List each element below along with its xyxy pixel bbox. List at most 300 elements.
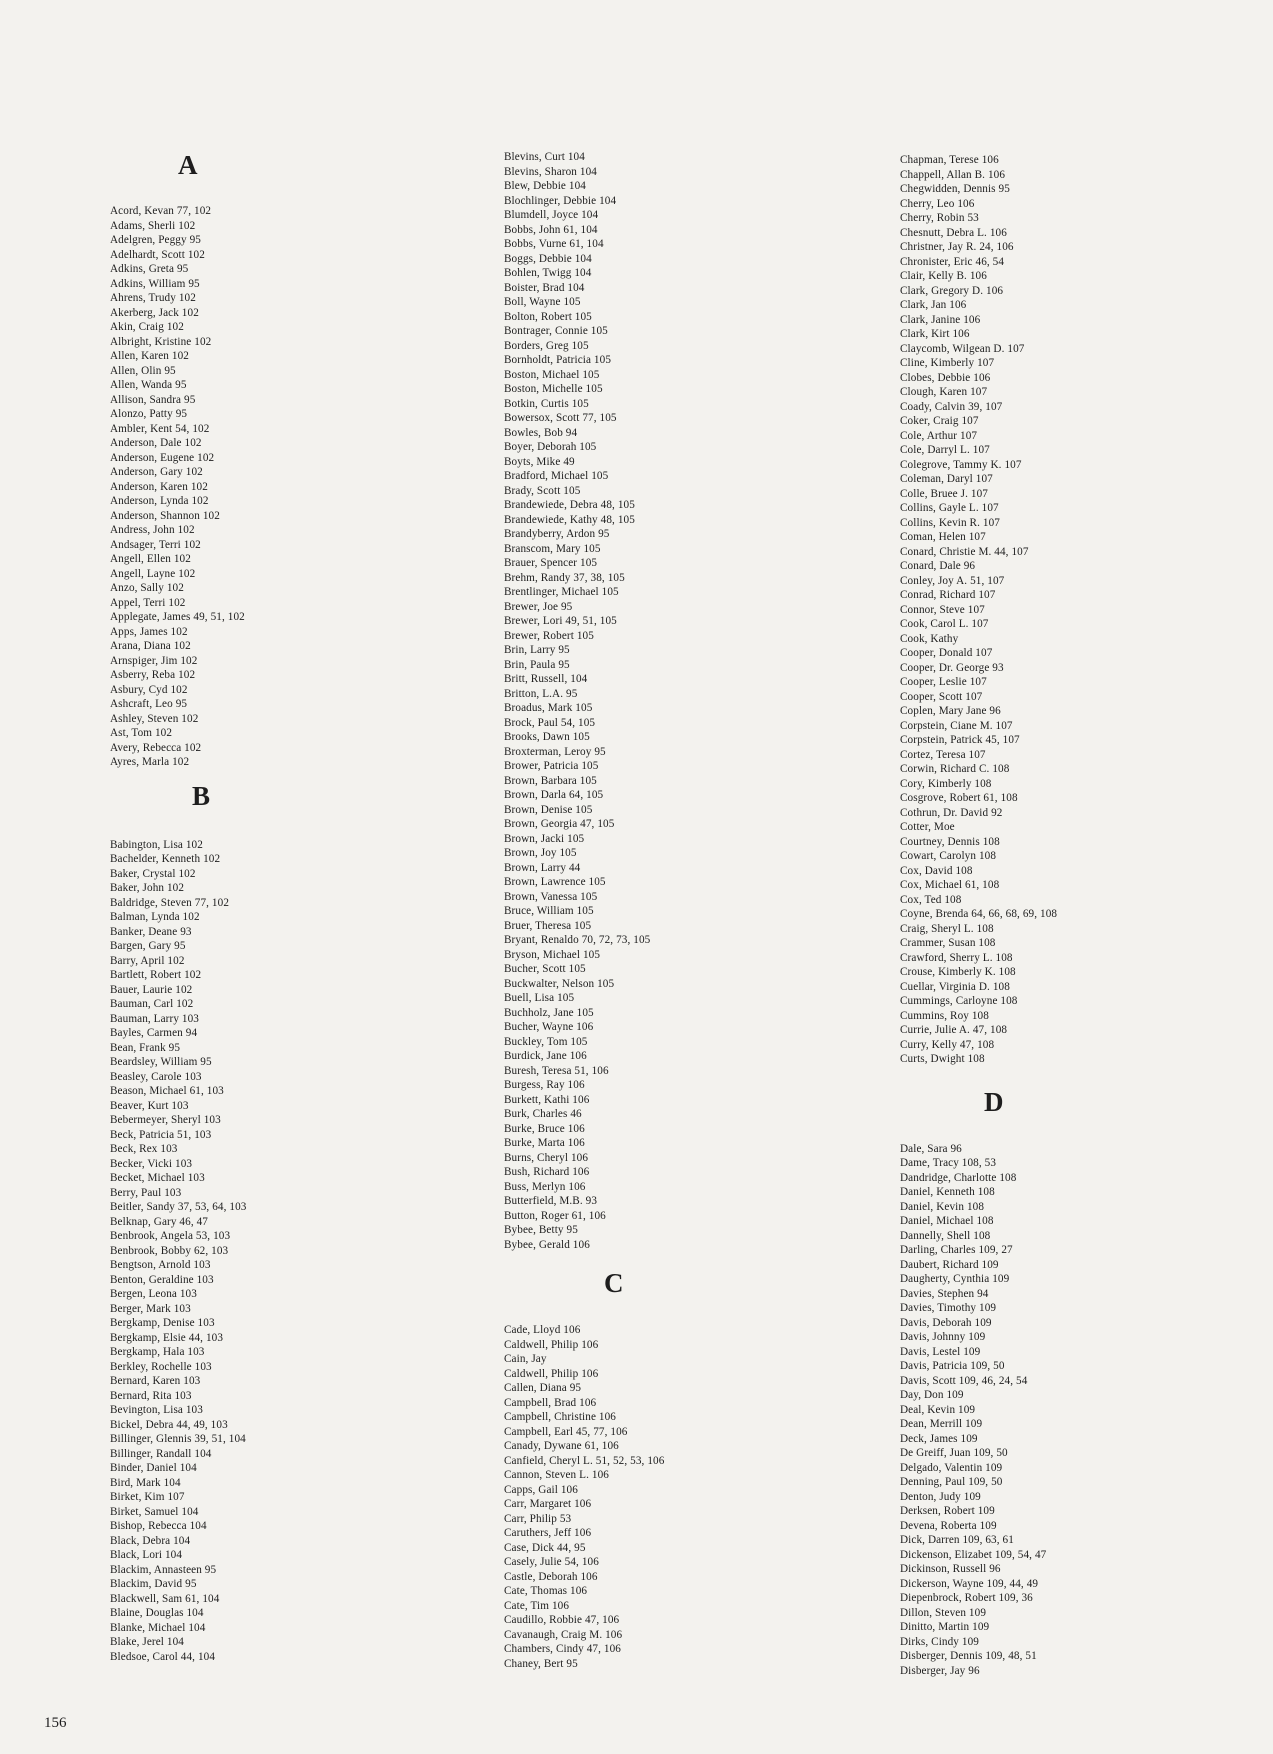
index-entry: Asberry, Reba 102 — [110, 669, 196, 681]
index-entry: Blevins, Curt 104 — [504, 151, 585, 163]
index-entry: Brin, Larry 95 — [504, 644, 570, 656]
index-entry: Corwin, Richard C. 108 — [900, 763, 1010, 775]
index-entry: Apps, James 102 — [110, 625, 188, 638]
index-entry: Blake, Jerel 104 — [110, 1636, 184, 1648]
index-entry: Bargen, Gary 95 — [110, 940, 186, 952]
index-entry: Burk, Charles 46 — [504, 1108, 582, 1120]
index-entry: Cummins, Roy 108 — [900, 1009, 989, 1022]
index-entry: Dickenson, Elizabet 109, 54, 47 — [900, 1548, 1047, 1561]
index-entry: Collins, Gayle L. 107 — [900, 502, 999, 514]
index-entry: Cox, Michael 61, 108 — [900, 879, 1000, 891]
index-entry: Dinitto, Martin 109 — [900, 1621, 990, 1633]
index-entry: Connor, Steve 107 — [900, 603, 985, 616]
index-entry: Caldwell, Philip 106 — [504, 1367, 599, 1380]
index-entry: Cory, Kimberly 108 — [900, 777, 992, 790]
index-entry: Cavanaugh, Craig M. 106 — [504, 1628, 623, 1641]
index-entry: Bevington, Lisa 103 — [110, 1404, 203, 1416]
index-entry: Clark, Janine 106 — [900, 313, 981, 326]
index-entry: Adkins, William 95 — [110, 277, 200, 290]
index-entry: Castle, Deborah 106 — [504, 1570, 598, 1583]
index-entry: Boyts, Mike 49 — [504, 455, 575, 468]
index-entry: Cain, Jay — [504, 1353, 547, 1365]
index-entry: Devena, Roberta 109 — [900, 1519, 997, 1532]
index-entry: Becket, Michael 103 — [110, 1172, 205, 1184]
index-entry: Dannelly, Shell 108 — [900, 1229, 991, 1242]
index-entry: Clark, Kirt 106 — [900, 328, 970, 340]
index-entry: Anderson, Dale 102 — [110, 437, 202, 449]
index-entry: Caruthers, Jeff 106 — [504, 1527, 592, 1539]
index-entry: Blevins, Sharon 104 — [504, 165, 597, 178]
index-entry: Bybee, Betty 95 — [504, 1224, 578, 1236]
index-entry: Carr, Philip 53 — [504, 1512, 572, 1525]
index-entry: Cade, Lloyd 106 — [504, 1324, 581, 1336]
index-entry: Christner, Jay R. 24, 106 — [900, 241, 1014, 253]
index-entry: Dale, Sara 96 — [900, 1142, 962, 1155]
index-entry: Bernard, Rita 103 — [110, 1389, 192, 1402]
index-entry: Britt, Russell, 104 — [504, 673, 588, 685]
index-entry: Delgado, Valentin 109 — [900, 1461, 1003, 1474]
index-entry: Alonzo, Patty 95 — [110, 408, 188, 420]
index-entry: Brown, Joy 105 — [504, 847, 577, 859]
index-entry: Beasley, Carole 103 — [110, 1070, 202, 1083]
index-entry: Adams, Sherli 102 — [110, 219, 196, 232]
index-entry: Anderson, Eugene 102 — [110, 451, 215, 464]
index-entry: Beason, Michael 61, 103 — [110, 1085, 224, 1097]
index-entry: Albright, Kristine 102 — [110, 335, 212, 348]
index-entry: Claycomb, Wilgean D. 107 — [900, 342, 1025, 355]
index-entry: Cosgrove, Robert 61, 108 — [900, 792, 1018, 804]
index-entry: Brown, Vanessa 105 — [504, 890, 598, 903]
index-entry: Ahrens, Trudy 102 — [110, 292, 196, 304]
index-entry: Billinger, Glennis 39, 51, 104 — [110, 1433, 246, 1445]
index-entry: Coleman, Daryl 107 — [900, 473, 993, 485]
index-entry: Becker, Vicki 103 — [110, 1157, 193, 1170]
index-entry: Boston, Michael 105 — [504, 368, 600, 381]
index-entry: Cannon, Steven L. 106 — [504, 1469, 609, 1481]
index-entry: Bohlen, Twigg 104 — [504, 267, 592, 279]
index-entry: Anzo, Sally 102 — [110, 582, 184, 594]
index-entry: Campbell, Earl 45, 77, 106 — [504, 1425, 628, 1438]
index-entry: Ashley, Steven 102 — [110, 712, 199, 725]
index-entry: Buckwalter, Nelson 105 — [504, 977, 615, 990]
index-entry: Brauer, Spencer 105 — [504, 557, 598, 569]
index-entry: Belknap, Gary 46, 47 — [110, 1215, 209, 1228]
index-entry: Bush, Richard 106 — [504, 1166, 590, 1178]
index-entry: Brady, Scott 105 — [504, 484, 581, 497]
index-entry: Courtney, Dennis 108 — [900, 835, 1000, 848]
index-entry: Bergkamp, Elsie 44, 103 — [110, 1331, 224, 1344]
index-entry: Balman, Lynda 102 — [110, 911, 200, 923]
index-entry: Andsager, Terri 102 — [110, 538, 201, 551]
index-entry: Daniel, Michael 108 — [900, 1215, 994, 1227]
index-entry: Beck, Rex 103 — [110, 1143, 178, 1155]
index-entry: Brown, Larry 44 — [504, 861, 581, 874]
index-entry: Campbell, Brad 106 — [504, 1396, 597, 1409]
index-entry: Brown, Barbara 105 — [504, 774, 597, 787]
index-entry: Bledsoe, Carol 44, 104 — [110, 1650, 216, 1663]
index-entry: Broxterman, Leroy 95 — [504, 745, 606, 758]
index-entry: Brooks, Dawn 105 — [504, 731, 590, 743]
index-entry: Beitler, Sandy 37, 53, 64, 103 — [110, 1201, 247, 1213]
index-entry: Binder, Daniel 104 — [110, 1462, 197, 1474]
index-entry: Cowart, Carolyn 108 — [900, 850, 997, 862]
index-entry: Darling, Charles 109, 27 — [900, 1244, 1013, 1256]
index-entry: Bolton, Robert 105 — [504, 310, 592, 323]
index-entry: Akerberg, Jack 102 — [110, 306, 199, 319]
index-entry: Davies, Stephen 94 — [900, 1287, 989, 1300]
index-entry: Billinger, Randall 104 — [110, 1447, 212, 1460]
index-entry: Crouse, Kimberly K. 108 — [900, 966, 1016, 978]
index-entry: Caudillo, Robbie 47, 106 — [504, 1614, 620, 1626]
index-column-2 — [504, 150, 804, 1671]
index-entry: Brewer, Joe 95 — [504, 600, 573, 613]
index-entry: Bobbs, John 61, 104 — [504, 223, 598, 236]
index-entry: Bauman, Larry 103 — [110, 1012, 199, 1025]
index-entry: Allen, Wanda 95 — [110, 379, 187, 391]
index-list-b-continued — [504, 150, 804, 1252]
index-entry: Brandyberry, Ardon 95 — [504, 528, 610, 540]
section-letter-d: D — [984, 1086, 1004, 1117]
index-entry: Adkins, Greta 95 — [110, 263, 189, 275]
index-entry: Cook, Carol L. 107 — [900, 618, 989, 630]
index-entry: Cooper, Leslie 107 — [900, 676, 987, 688]
index-entry: Chaney, Bert 95 — [504, 1657, 578, 1670]
index-entry: Bachelder, Kenneth 102 — [110, 853, 221, 865]
index-entry: Chappell, Allan B. 106 — [900, 168, 1006, 181]
index-entry: Curry, Kelly 47, 108 — [900, 1038, 995, 1051]
index-entry: Bruer, Theresa 105 — [504, 919, 592, 932]
index-column-3 — [900, 153, 1230, 1678]
index-entry: Dickinson, Russell 96 — [900, 1563, 1001, 1575]
index-entry: Cole, Darryl L. 107 — [900, 444, 990, 456]
index-entry: Ast, Tom 102 — [110, 727, 173, 739]
index-entry: Bernard, Karen 103 — [110, 1375, 201, 1387]
index-entry: Casely, Julie 54, 106 — [504, 1556, 599, 1568]
index-entry: Brown, Lawrence 105 — [504, 876, 606, 888]
index-entry: Brentlinger, Michael 105 — [504, 586, 619, 598]
index-entry: Arnspiger, Jim 102 — [110, 654, 198, 667]
index-entry: Crammer, Susan 108 — [900, 937, 996, 949]
index-entry: Bowles, Bob 94 — [504, 426, 578, 439]
index-entry: Cole, Arthur 107 — [900, 429, 978, 442]
index-entry: Bayles, Carmen 94 — [110, 1027, 198, 1039]
index-entry: Conard, Christie M. 44, 107 — [900, 545, 1029, 558]
index-entry: Crawford, Sherry L. 108 — [900, 951, 1013, 964]
index-entry: Adelhardt, Scott 102 — [110, 248, 205, 261]
index-entry: Bruce, William 105 — [504, 905, 594, 917]
index-entry: Buresh, Teresa 51, 106 — [504, 1064, 609, 1077]
index-entry: Beardsley, William 95 — [110, 1056, 212, 1068]
index-entry: Brown, Jacki 105 — [504, 832, 585, 845]
index-entry: Buell, Lisa 105 — [504, 992, 575, 1004]
index-entry: Bryson, Michael 105 — [504, 948, 601, 961]
index-entry: Boll, Wayne 105 — [504, 296, 581, 308]
index-column-1 — [110, 148, 390, 1664]
index-entry: Corpstein, Ciane M. 107 — [900, 719, 1013, 732]
index-entry: Barry, April 102 — [110, 954, 185, 967]
index-entry: Cline, Kimberly 107 — [900, 357, 995, 369]
index-entry: Disberger, Jay 96 — [900, 1664, 980, 1677]
index-entry: Bartlett, Robert 102 — [110, 969, 202, 981]
index-entry: Bybee, Gerald 106 — [504, 1238, 590, 1251]
index-entry: Black, Debra 104 — [110, 1534, 191, 1547]
index-entry: Cate, Thomas 106 — [504, 1585, 588, 1597]
index-entry: Blew, Debbie 104 — [504, 180, 586, 192]
index-entry: Brown, Georgia 47, 105 — [504, 818, 615, 830]
index-entry: Davis, Patricia 109, 50 — [900, 1360, 1005, 1372]
index-entry: Ambler, Kent 54, 102 — [110, 422, 210, 435]
index-entry: Deck, James 109 — [900, 1432, 978, 1445]
index-entry: Boister, Brad 104 — [504, 281, 585, 294]
index-entry: Daugherty, Cynthia 109 — [900, 1273, 1010, 1285]
index-entry: Berger, Mark 103 — [110, 1302, 191, 1315]
index-entry: Campbell, Christine 106 — [504, 1411, 616, 1423]
index-entry: Bird, Mark 104 — [110, 1476, 181, 1489]
index-entry: Cummings, Carloyne 108 — [900, 995, 1018, 1007]
section-letter-c: C — [604, 1268, 624, 1298]
index-entry: Cooper, Donald 107 — [900, 647, 993, 659]
index-entry: Cothrun, Dr. David 92 — [900, 806, 1003, 819]
index-entry: Burke, Marta 106 — [504, 1137, 585, 1149]
index-entry: Blaine, Douglas 104 — [110, 1607, 204, 1619]
index-entry: Acord, Kevan 77, 102 — [110, 205, 212, 217]
index-entry: Diepenbrock, Robert 109, 36 — [900, 1592, 1033, 1604]
index-entry: Butterfield, M.B. 93 — [504, 1195, 598, 1207]
index-entry: Dickerson, Wayne 109, 44, 49 — [900, 1577, 1039, 1590]
index-entry: Burgess, Ray 106 — [504, 1079, 585, 1091]
index-entry: Avery, Rebecca 102 — [110, 741, 202, 754]
index-entry: Colle, Bruee J. 107 — [900, 487, 988, 500]
index-entry: Bornholdt, Patricia 105 — [504, 354, 612, 366]
index-entry: Bryant, Renaldo 70, 72, 73, 105 — [504, 934, 651, 946]
index-entry: Blochlinger, Debbie 104 — [504, 194, 617, 207]
index-entry: Akin, Craig 102 — [110, 321, 184, 333]
index-list-a — [110, 204, 390, 770]
index-entry: Cook, Kathy — [900, 632, 959, 645]
index-entry: Bergen, Leona 103 — [110, 1288, 197, 1300]
index-entry: Andress, John 102 — [110, 524, 195, 536]
index-entry: Case, Dick 44, 95 — [504, 1541, 586, 1554]
index-entry: Benton, Geraldine 103 — [110, 1273, 214, 1286]
index-entry: Beaver, Kurt 103 — [110, 1099, 189, 1112]
index-entry: Daniel, Kenneth 108 — [900, 1186, 995, 1198]
index-entry: Boston, Michelle 105 — [504, 383, 603, 395]
index-list-b — [110, 838, 390, 1665]
index-entry: Capps, Gail 106 — [504, 1483, 578, 1496]
index-entry: Buss, Merlyn 106 — [504, 1180, 586, 1193]
index-entry: Burkett, Kathi 106 — [504, 1093, 590, 1106]
index-entry: Dean, Merrill 109 — [900, 1418, 983, 1430]
index-entry: Buckley, Tom 105 — [504, 1035, 588, 1048]
index-entry: Borders, Greg 105 — [504, 339, 589, 352]
index-entry: Clair, Kelly B. 106 — [900, 270, 987, 282]
index-entry: Dame, Tracy 108, 53 — [900, 1157, 997, 1169]
index-entry: Coker, Craig 107 — [900, 415, 979, 427]
section-letter-b: B — [192, 780, 211, 811]
index-entry: Applegate, James 49, 51, 102 — [110, 611, 245, 623]
section-letter-a: A — [178, 150, 198, 180]
index-entry: Cooper, Scott 107 — [900, 690, 983, 703]
index-entry: Chegwidden, Dennis 95 — [900, 183, 1010, 195]
index-entry: Currie, Julie A. 47, 108 — [900, 1024, 1008, 1036]
index-entry: Conrad, Richard 107 — [900, 589, 996, 601]
index-entry: Davis, Scott 109, 46, 24, 54 — [900, 1374, 1028, 1387]
index-entry: Birket, Kim 107 — [110, 1491, 185, 1503]
index-entry: Blackim, David 95 — [110, 1578, 197, 1590]
index-entry: Callen, Diana 95 — [504, 1382, 582, 1394]
index-list-d — [900, 1142, 1230, 1679]
index-entry: Bishop, Rebecca 104 — [110, 1520, 207, 1532]
index-entry: Bontrager, Connie 105 — [504, 325, 608, 337]
index-entry: Denning, Paul 109, 50 — [900, 1476, 1003, 1488]
index-entry: Botkin, Curtis 105 — [504, 397, 589, 410]
index-entry: Bucher, Wayne 106 — [504, 1021, 594, 1033]
index-entry: Berry, Paul 103 — [110, 1186, 182, 1199]
index-entry: Benbrook, Angela 53, 103 — [110, 1230, 231, 1242]
index-entry: Bengtson, Arnold 103 — [110, 1259, 211, 1271]
index-entry: Chapman, Terese 106 — [900, 154, 999, 166]
index-entry: Cherry, Leo 106 — [900, 197, 975, 210]
index-entry: Black, Lori 104 — [110, 1549, 183, 1561]
index-entry: Bucher, Scott 105 — [504, 963, 586, 975]
index-entry: Clough, Karen 107 — [900, 386, 988, 398]
index-entry: Britton, L.A. 95 — [504, 687, 578, 700]
index-entry: Coplen, Mary Jane 96 — [900, 705, 1001, 717]
index-entry: Bobbs, Vurne 61, 104 — [504, 238, 604, 250]
index-entry: Brehm, Randy 37, 38, 105 — [504, 571, 625, 584]
index-entry: Brin, Paula 95 — [504, 658, 570, 671]
index-entry: Benbrook, Bobby 62, 103 — [110, 1244, 229, 1257]
index-entry: Bergkamp, Denise 103 — [110, 1317, 215, 1329]
index-entry: Bradford, Michael 105 — [504, 470, 609, 482]
index-entry: Adelgren, Peggy 95 — [110, 234, 201, 246]
index-entry: Birket, Samuel 104 — [110, 1505, 199, 1518]
index-entry: Brower, Patricia 105 — [504, 760, 599, 772]
index-entry: Daniel, Kevin 108 — [900, 1200, 985, 1213]
index-entry: Cooper, Dr. George 93 — [900, 661, 1004, 674]
index-entry: Davies, Timothy 109 — [900, 1302, 997, 1314]
index-entry: Cotter, Moe — [900, 821, 955, 833]
index-entry: Coman, Helen 107 — [900, 531, 986, 543]
index-entry: Burdick, Jane 106 — [504, 1050, 587, 1062]
index-entry: Blumdell, Joyce 104 — [504, 209, 599, 221]
index-entry: Chesnutt, Debra L. 106 — [900, 226, 1007, 239]
index-entry: Cox, Ted 108 — [900, 893, 962, 906]
index-entry: Boggs, Debbie 104 — [504, 252, 592, 265]
index-entry: Colegrove, Tammy K. 107 — [900, 458, 1022, 471]
index-entry: Baker, Crystal 102 — [110, 867, 196, 880]
index-entry: Canfield, Cheryl L. 51, 52, 53, 106 — [504, 1454, 665, 1467]
index-entry: Davis, Deborah 109 — [900, 1316, 992, 1329]
index-entry: Daubert, Richard 109 — [900, 1258, 999, 1271]
index-entry: Cherry, Robin 53 — [900, 212, 979, 224]
index-entry: Curts, Dwight 108 — [900, 1053, 985, 1065]
index-entry: Brewer, Lori 49, 51, 105 — [504, 615, 617, 627]
index-entry: Clark, Gregory D. 106 — [900, 284, 1004, 297]
index-entry: Brewer, Robert 105 — [504, 629, 594, 642]
index-entry: Disberger, Dennis 109, 48, 51 — [900, 1650, 1037, 1662]
index-list-c-continued — [900, 153, 1230, 1067]
index-entry: Broadus, Mark 105 — [504, 702, 593, 714]
index-entry: Davis, Johnny 109 — [900, 1331, 986, 1343]
page-number: 156 — [44, 1715, 67, 1731]
index-entry: Allison, Sandra 95 — [110, 393, 196, 406]
index-entry: Ashcraft, Leo 95 — [110, 698, 188, 710]
index-entry: Cate, Tim 106 — [504, 1599, 570, 1612]
index-entry: Asbury, Cyd 102 — [110, 683, 188, 696]
index-entry: Anderson, Lynda 102 — [110, 495, 209, 507]
index-entry: Corpstein, Patrick 45, 107 — [900, 734, 1020, 746]
index-entry: Derksen, Robert 109 — [900, 1505, 995, 1517]
index-entry: Dirks, Cindy 109 — [900, 1635, 979, 1648]
index-entry: Burke, Bruce 106 — [504, 1122, 585, 1135]
index-entry: Davis, Lestel 109 — [900, 1345, 981, 1358]
index-entry: Anderson, Karen 102 — [110, 480, 208, 493]
index-entry: Blanke, Michael 104 — [110, 1621, 206, 1634]
index-entry: Ayres, Marla 102 — [110, 756, 190, 768]
index-entry: Branscom, Mary 105 — [504, 542, 601, 555]
index-entry: Collins, Kevin R. 107 — [900, 516, 1000, 529]
index-entry: Bauman, Carl 102 — [110, 998, 194, 1010]
index-entry: Bickel, Debra 44, 49, 103 — [110, 1418, 228, 1431]
index-entry: Coady, Calvin 39, 107 — [900, 400, 1003, 413]
index-entry: Craig, Sheryl L. 108 — [900, 922, 994, 935]
index-entry: Appel, Terri 102 — [110, 596, 186, 609]
index-entry: Berkley, Rochelle 103 — [110, 1360, 212, 1373]
index-entry: Angell, Layne 102 — [110, 567, 196, 580]
index-entry: Blackwell, Sam 61, 104 — [110, 1592, 220, 1605]
index-entry: Deal, Kevin 109 — [900, 1403, 976, 1416]
index-entry: Dandridge, Charlotte 108 — [900, 1171, 1017, 1184]
index-entry: Allen, Karen 102 — [110, 350, 189, 362]
index-entry: Button, Roger 61, 106 — [504, 1209, 606, 1222]
index-entry: Beck, Patricia 51, 103 — [110, 1128, 212, 1141]
index-entry: Bean, Frank 95 — [110, 1041, 181, 1054]
index-entry: Carr, Margaret 106 — [504, 1498, 592, 1510]
index-entry: Boyer, Deborah 105 — [504, 441, 597, 453]
index-entry: Bebermeyer, Sheryl 103 — [110, 1114, 221, 1126]
index-entry: Buchholz, Jane 105 — [504, 1006, 594, 1019]
index-entry: Banker, Deane 93 — [110, 925, 192, 938]
index-entry: Baldridge, Steven 77, 102 — [110, 896, 230, 909]
index-entry: Bergkamp, Hala 103 — [110, 1346, 205, 1358]
index-entry: Burns, Cheryl 106 — [504, 1151, 589, 1164]
index-entry: Brandewiede, Debra 48, 105 — [504, 499, 635, 511]
index-entry: Bowersox, Scott 77, 105 — [504, 412, 617, 424]
index-entry: Dillon, Steven 109 — [900, 1606, 987, 1619]
index-entry: Anderson, Shannon 102 — [110, 509, 220, 522]
index-entry: Brown, Darla 64, 105 — [504, 789, 604, 801]
index-entry: Brock, Paul 54, 105 — [504, 716, 596, 729]
index-entry: Babington, Lisa 102 — [110, 838, 203, 851]
index-entry: Baker, John 102 — [110, 882, 185, 894]
index-entry: Clark, Jan 106 — [900, 299, 967, 311]
index-entry: Brown, Denise 105 — [504, 803, 593, 816]
index-list-c — [504, 1323, 804, 1671]
index-entry: Clobes, Debbie 106 — [900, 371, 991, 384]
index-entry: Cortez, Teresa 107 — [900, 748, 986, 761]
index-entry: Coyne, Brenda 64, 66, 68, 69, 108 — [900, 908, 1058, 920]
index-entry: Denton, Judy 109 — [900, 1490, 981, 1503]
index-entry: Blackim, Annasteen 95 — [110, 1563, 217, 1576]
index-entry: Canady, Dywane 61, 106 — [504, 1440, 619, 1452]
index-entry: Chronister, Eric 46, 54 — [900, 255, 1005, 268]
index-entry: Angell, Ellen 102 — [110, 553, 191, 565]
index-entry: Arana, Diana 102 — [110, 640, 191, 652]
index-entry: Cuellar, Virginia D. 108 — [900, 980, 1010, 993]
index-entry: Bauer, Laurie 102 — [110, 983, 193, 996]
index-entry: Brandewiede, Kathy 48, 105 — [504, 513, 635, 526]
